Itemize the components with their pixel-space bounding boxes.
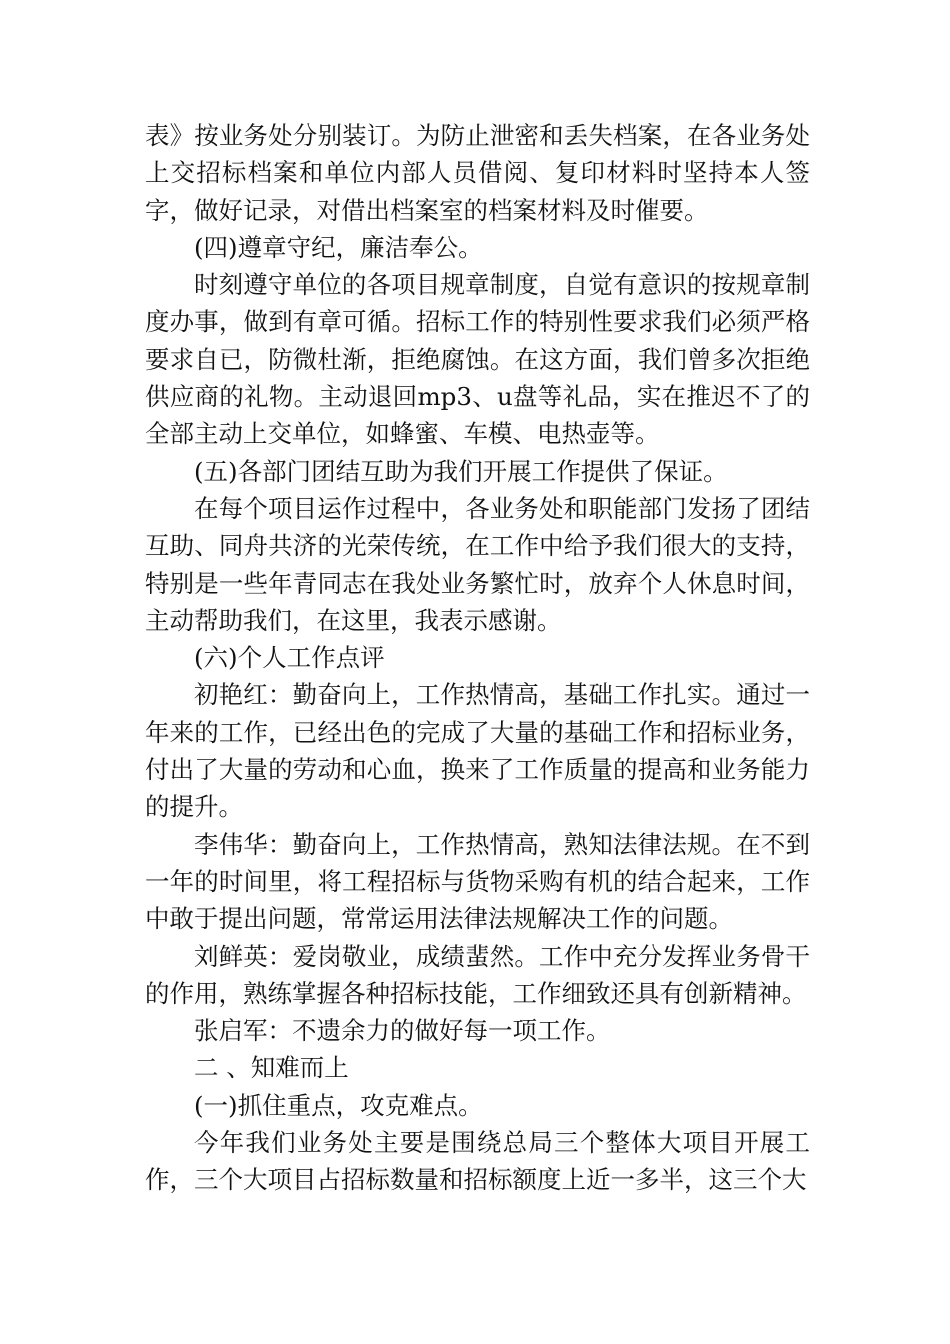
paragraph-discipline: 时刻遵守单位的各项目规章制度，自觉有意识的按规章制度办事，做到有章可循。招标工作的特别性要求我们必须严格要求自已，防微杜渐，拒绝腐蚀。在这方面，我们曾多次拒绝供应商的礼物。主动退回mp3、u盘等礼品，实在推迟不了的全部主动上交单位，如蜂蜜、车模、电热壶等。 <box>145 270 810 449</box>
heading-section-5: (五)各部门团结互助为我们开展工作提供了保证。 <box>194 456 728 486</box>
paragraph-review-li: 李伟华：勤奋向上，工作热情高，熟知法律法规。在不到一年的时间里，将工程招标与货物采购有机的结合起来，工作中敢于提出问题，常常运用法律法规解决工作的问题。 <box>145 829 810 934</box>
paragraph-teamwork: 在每个项目运作过程中，各业务处和职能部门发扬了团结互助、同舟共济的光荣传统，在工作中给予我们很大的支持，特别是一些年青同志在我处业务繁忙时，放弃个人休息时间，主动帮助我们，在这里，我表示感谢。 <box>145 493 810 635</box>
document-body <box>145 117 810 1199</box>
heading-section-4: (四)遵章守纪，廉洁奉公。 <box>194 232 483 262</box>
paragraph-archive-binding: 表》按业务处分别装订。为防止泄密和丢失档案，在各业务处上交招标档案和单位内部人员借阅、复印材料时坚持本人签字，做好记录，对借出档案室的档案材料及时催要。 <box>145 121 810 225</box>
heading-part-2: 二 、知难而上 <box>194 1053 349 1083</box>
paragraph-review-zhang: 张启军：不遗余力的做好每一项工作。 <box>194 1016 611 1046</box>
heading-subsection-1: (一)抓住重点，攻克难点。 <box>194 1090 483 1120</box>
heading-section-6: (六)个人工作点评 <box>194 643 385 673</box>
paragraph-review-chu: 初艳红：勤奋向上，工作热情高，基础工作扎实。通过一年来的工作，已经出色的完成了大量的基础工作和招标业务，付出了大量的劳动和心血，换来了工作质量的提高和业务能力的提升。 <box>145 680 810 822</box>
paragraph-review-liu: 刘鲜英：爱岗敬业，成绩蜚然。工作中充分发挥业务骨干的作用，熟练掌握各种招标技能，工作细致还具有创新精神。 <box>145 941 810 1008</box>
paragraph-key-projects: 今年我们业务处主要是围绕总局三个整体大项目开展工作，三个大项目占招标数量和招标额度上近一多半，这三个大 <box>145 1128 810 1195</box>
